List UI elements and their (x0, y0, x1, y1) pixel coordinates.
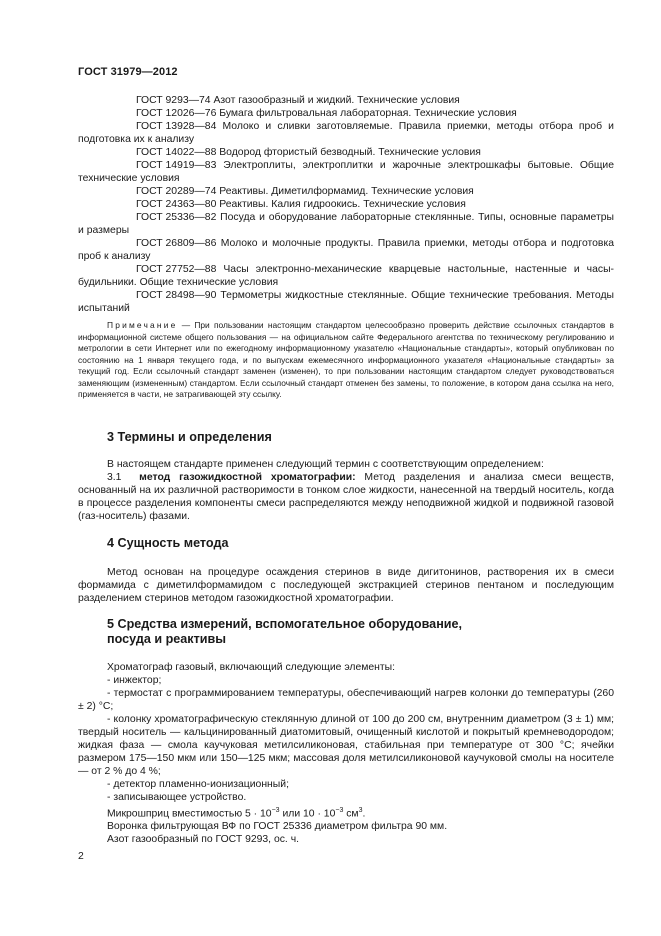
section-5-heading (107, 617, 462, 647)
reference-item (78, 289, 614, 315)
reference-item (78, 211, 614, 237)
section-5-line: - записывающее устройство. (107, 792, 247, 803)
reference-code: ГОСТ 25336—82 (136, 212, 217, 223)
section-4-heading: 4 Сущность метода (107, 536, 229, 550)
reference-title: Часы электронно-механические кварцевые настольные, настенные и часы-будильники. Общие технические условия (78, 264, 615, 288)
reference-title: Реактивы. Калия гидроокись. Технические условия (219, 199, 466, 210)
section-4-text: Метод основан на процедуре осаждения стеринов в виде дигитонинов, растворения их в смеси формамида с диметилформамидом с последующей экстракцией стеринов пентаном и последующим разделением стеринов методом газожидкостной хроматографии. (78, 567, 614, 604)
reference-item (78, 120, 614, 146)
microsyringe-text: или 10 · 10 (279, 808, 336, 820)
reference-title: Термометры жидкостные стеклянные. Общие технические требования. Методы испытаний (78, 290, 614, 314)
note-label: Примечание (107, 320, 178, 330)
nitrogen-line: Азот газообразный по ГОСТ 9293, ос. ч. (107, 834, 300, 846)
section-5-line: - инжектор; (107, 675, 162, 686)
reference-code: ГОСТ 26809—86 (136, 238, 217, 249)
note-block (78, 320, 614, 401)
reference-code: ГОСТ 14919—83 (136, 160, 217, 171)
microsyringe-unit-exponent: 3 (358, 807, 363, 814)
microsyringe-unit: см (343, 808, 359, 820)
reference-item (78, 159, 614, 185)
reference-code: ГОСТ 9293—74 (136, 95, 211, 106)
note-paragraph (78, 320, 614, 401)
reference-code: ГОСТ 13928—84 (136, 121, 217, 132)
note-text: При пользовании настоящим стандартом целесообразно проверить действие ссылочных стандартов в информационной системе общего пользования — на официальном сайте Федерального агентства по техническому регулированию и метрологии в сети Интернет или по ежегодному информационному указателю «Национальные стандарты», который опубликован по состоянию на 1 января текущего года, и по выпускам ежемесячного информационного указателя «Национальные стандарты» за текущий год. Если ссылочный стандарт заменен (изменен), то при пользовании настоящим стандартом следует руководствоваться заменяющим (измененным) стандартом. Если ссылочный стандарт отменен без замены, то положение, в котором дана ссылка на него, применяется в части, не затрагивающей эту ссылку. (78, 320, 614, 399)
section-5-line: - колонку хроматографическую стеклянную длиной от 100 до 200 см, внутренним диаметром (3 ± 1) мм; твердый носитель — кальцинированный диатомитовый, очищенный кислотой и покрытый кремневодородом; жидкая фаза — смола каучуковая метилсиликоновая, стабильная при температуре от 300 °С; ячейки размером 175—150 мкм или 150—125 мкм; массовая доля метилсиликоновой каучуковой смолы на носителе — от 2 % до 4 %; (78, 714, 614, 777)
reference-item (78, 198, 614, 211)
reference-item (78, 263, 614, 289)
reference-item (78, 185, 614, 198)
reference-title: Электроплиты, электроплитки и жарочные электрошкафы бытовые. Общие технические условия (78, 160, 614, 184)
term-number: 3.1 (107, 472, 122, 483)
reference-code: ГОСТ 24363—80 (136, 199, 217, 210)
note-dash: — (177, 320, 195, 330)
reference-title: Бумага фильтровальная лабораторная. Технические условия (219, 108, 517, 119)
reference-code: ГОСТ 14022—88 (136, 147, 217, 158)
section-5-line: - детектор пламенно-ионизационный; (107, 779, 289, 790)
microsyringe-text: . (362, 808, 366, 820)
reference-title: Посуда и оборудование лабораторные стеклянные. Типы, основные параметры и размеры (78, 212, 614, 236)
reference-code: ГОСТ 27752—88 (136, 264, 217, 275)
reference-item (78, 237, 614, 263)
reference-title: Азот газообразный и жидкий. Технические условия (213, 95, 460, 106)
term-definition-text: Метод разделения и анализа смеси веществ, основанный на их различной растворимости в тонком слое жидкости, нанесенной на твердый носитель, когда в процессе разделения компоненты смеси распределяются между неподвижной жидкой и подвижной газовой (газ-носитель) фазами. (78, 472, 615, 522)
document-header: ГОСТ 31979—2012 (78, 66, 178, 78)
reference-item (78, 94, 614, 107)
section-3-body (78, 458, 614, 523)
reference-title: Водород фтористый безводный. Технические условия (219, 147, 481, 158)
term-name: метод газожидкостной хроматографии: (139, 472, 356, 483)
section-3-heading: 3 Термины и определения (107, 430, 272, 444)
reference-code: ГОСТ 28498—90 (136, 290, 217, 301)
section-5-heading-line1: 5 Средства измерений, вспомогательное оборудование, (107, 617, 463, 631)
microsyringe-text: Микрошприц вместимостью 5 · 10 (107, 808, 272, 820)
section-3-intro: В настоящем стандарте применен следующий термин с соответствующим определением: (107, 459, 544, 470)
normative-references-list (78, 94, 614, 315)
reference-title: Молоко и сливки заготовляемые. Правила приемки, методы отбора проб и подготовка их к анализу (78, 121, 614, 145)
microsyringe-exponent: −3 (335, 807, 344, 814)
term-definition (78, 471, 614, 523)
reference-code: ГОСТ 12026—76 (136, 108, 217, 119)
section-5-heading-line2: посуда и реактивы (107, 632, 226, 646)
reference-item (78, 107, 614, 120)
section-5-line: Хроматограф газовый, включающий следующие элементы: (107, 662, 396, 673)
page-number: 2 (78, 851, 84, 862)
section-4-body (78, 566, 614, 605)
reference-item (78, 146, 614, 159)
reference-code: ГОСТ 20289—74 (136, 186, 217, 197)
reference-title: Молоко и молочные продукты. Правила приемки, методы отбора и подготовка проб к анализу (78, 238, 614, 262)
section-5-body (78, 661, 614, 846)
funnel-line: Воронка фильтрующая ВФ по ГОСТ 25336 диаметром фильтра 90 мм. (107, 821, 448, 833)
microsyringe-exponent: −3 (271, 807, 280, 814)
section-5-line: - термостат с программированием температуры, обеспечивающий нагрев колонки до температуры (260 ± 2) °С; (78, 688, 614, 712)
microsyringe-line (78, 804, 614, 820)
reference-title: Реактивы. Диметилформамид. Технические условия (219, 186, 474, 197)
